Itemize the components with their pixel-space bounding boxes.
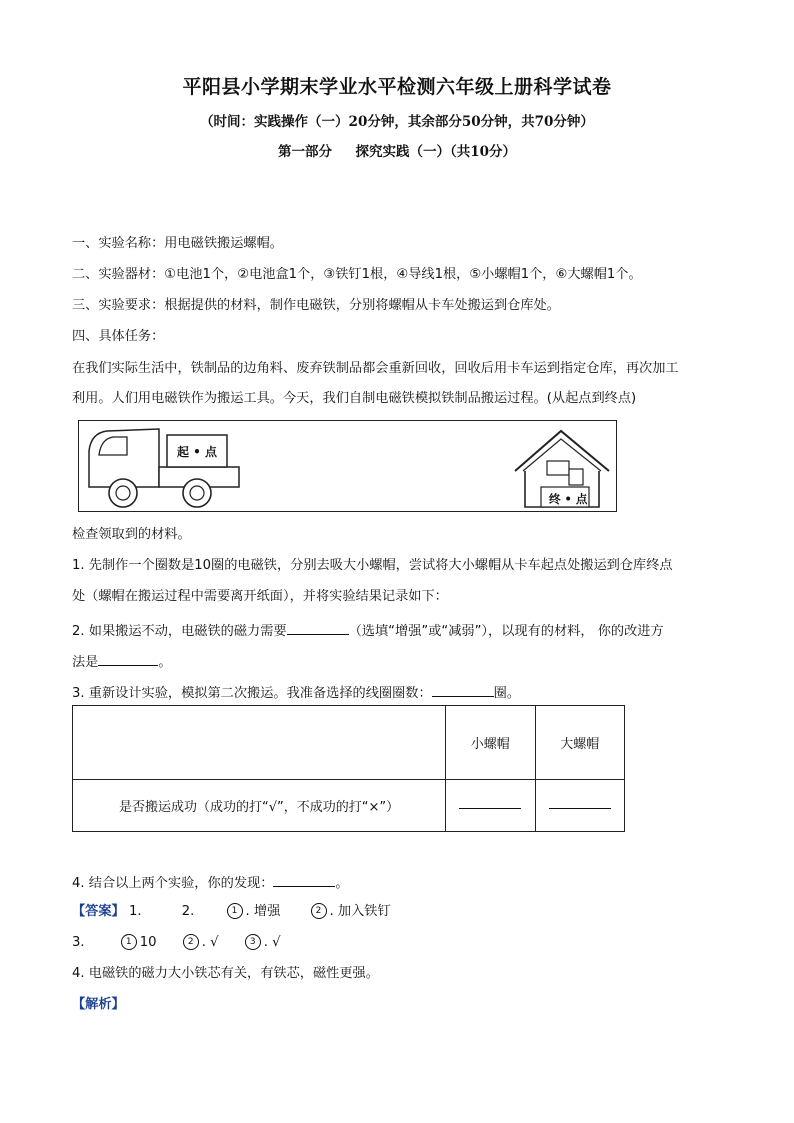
answer-2: 2. (181, 904, 195, 919)
circled-number: 1 (121, 934, 137, 950)
answer-blank-strength[interactable] (287, 620, 349, 635)
warehouse-box-right (569, 469, 583, 485)
period: 。 (335, 876, 349, 891)
answer-text: . √ (263, 935, 281, 950)
answer-blank-method[interactable] (98, 651, 158, 666)
answer-text: . 加入铁钉 (329, 904, 391, 919)
answer-blank-large[interactable] (549, 798, 611, 809)
experiment-requirements: 三、实验要求：根据提供的材料，制作电磁铁，分别将螺帽从卡车处搬运到仓库处。 (72, 298, 560, 313)
task-2-prompt: 2. 如果搬运不动，电磁铁的磁力需要 (72, 624, 287, 639)
intro-paragraph-line-1: 在我们实际生活中，铁制品的边角料、废弃铁制品都会重新回收，回收后用卡车运到指定仓库，再次加工 (72, 361, 679, 376)
table-header-row (73, 706, 625, 780)
task-4-prompt: 4. 结合以上两个实验，你的发现： (72, 876, 274, 891)
intro-paragraph-line-2: 利用。人们用电磁铁作为搬运工具。今天，我们自制电磁铁模拟铁制品搬运过程。(从起点到终点) (72, 391, 637, 406)
answer-blank-small[interactable] (459, 798, 521, 809)
table-corner-cell (73, 706, 446, 780)
warehouse-box-top (547, 461, 569, 475)
period: 。 (158, 655, 172, 670)
start-point-label: 起 • 点 (177, 445, 218, 459)
table-row (73, 780, 625, 832)
result-table (72, 705, 625, 832)
answer-2-part-1 (227, 904, 281, 919)
truck-warehouse-illustration (78, 420, 617, 512)
task-3-line (72, 682, 520, 703)
circled-number: 2 (183, 934, 199, 950)
circled-number: 2 (311, 903, 327, 919)
task-2-options: （选填“增强”或“减弱”），以现有的材料， 你的改进方 (348, 624, 664, 639)
task-2-method-prompt: 法是 (72, 655, 99, 670)
circled-number: 1 (227, 903, 243, 919)
answer-text: . √ (201, 935, 219, 950)
analysis-heading (72, 996, 125, 1014)
task-1-line-1: 1. 先制作一个圈数是10圈的电磁铁，分别去吸大小螺帽，尝试将大小螺帽从卡车起点处搬运到仓库终点 (72, 558, 673, 573)
answer-3-part-2 (183, 935, 219, 950)
answer-line-1 (72, 903, 391, 921)
page-title: 平阳县小学期末学业水平检测六年级上册科学试卷 (182, 76, 612, 98)
answer-blank-finding[interactable] (273, 872, 335, 887)
col-header-small-nut: 小螺帽 (446, 706, 535, 780)
answer-2-part-2 (311, 904, 391, 919)
analysis-tag: 【解析】 (72, 997, 125, 1012)
answer-3-part-1 (121, 935, 157, 950)
answer-text: . 增强 (245, 904, 281, 919)
task-1-line-2: 处（螺帽在搬运过程中需要离开纸面），并将实验结果记录如下： (72, 589, 448, 604)
answer-3-part-3 (245, 935, 281, 950)
check-materials: 检查领取到的材料。 (72, 527, 191, 542)
experiment-materials: 二、实验器材：①电池1个，②电池盒1个，③铁钉1根，④导线1根，⑤小螺帽1个，⑥大螺帽1个。 (72, 267, 642, 282)
answer-4: 4. 电磁铁的磁力大小铁芯有关，有铁芯，磁性更强。 (72, 966, 379, 981)
answer-line-3 (72, 934, 281, 952)
answer-tag: 【答案】 (72, 904, 125, 919)
scene-drawing (79, 421, 615, 510)
task-2-line-1 (72, 620, 664, 641)
answer-3: 3. (72, 935, 85, 950)
coil-unit: 圈。 (493, 686, 521, 701)
answer-blank-coil-count[interactable] (432, 682, 494, 697)
end-point-label: 终 • 点 (549, 492, 588, 506)
cell-large-nut-result[interactable] (535, 780, 624, 832)
task-4-line (72, 872, 349, 893)
task-heading: 四、具体任务： (72, 329, 165, 344)
answer-text: 10 (139, 935, 157, 950)
task-3-prompt: 3. 重新设计实验，模拟第二次搬运。我准备选择的线圈圈数： (72, 686, 432, 701)
circled-number: 3 (245, 934, 261, 950)
exam-time-note: （时间：实践操作（一）20分钟，其余部分50分钟，共70分钟） (200, 114, 594, 130)
task-2-line-2 (72, 651, 172, 672)
col-header-large-nut: 大螺帽 (535, 706, 624, 780)
row-label-success: 是否搬运成功（成功的打“√”，不成功的打“×”） (73, 780, 446, 832)
experiment-name: 一、实验名称：用电磁铁搬运螺帽。 (72, 236, 283, 251)
cell-small-nut-result[interactable] (446, 780, 535, 832)
answer-1: 1. (128, 904, 142, 919)
section-heading: 第一部分 探究实践（一）（共10分） (277, 144, 517, 160)
